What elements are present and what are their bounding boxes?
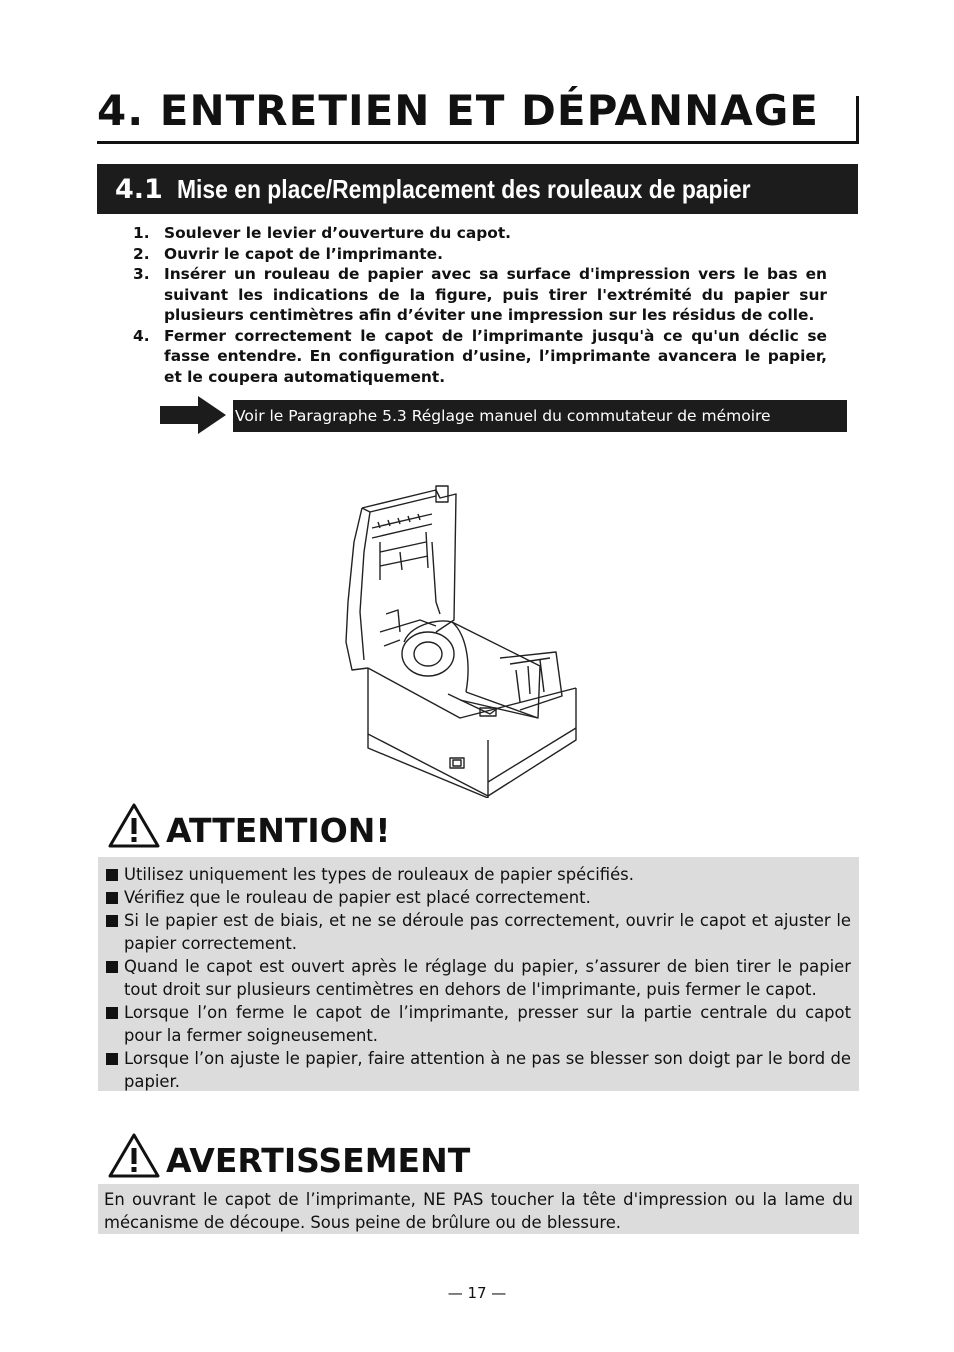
chapter-rule (97, 141, 859, 144)
attention-item: Vérifiez que le rouleau de papier est placé correctement. (106, 886, 851, 909)
step-item (130, 326, 827, 388)
chapter-title: 4. ENTRETIEN ET DÉPANNAGE (97, 86, 819, 135)
step-text: Fermer correctement le capot de l’imprimante jusqu'à ce qu'un déclic se fasse entendre. En configuration d’usine, l’imprimante avancera le papier, et le coupera automatiquement. (164, 326, 827, 386)
warning-title: AVERTISSEMENT (166, 1141, 471, 1180)
bullet-square-icon (106, 1007, 118, 1019)
bullet-square-icon (106, 892, 118, 904)
warning-triangle-icon (108, 802, 160, 848)
step-number: 2. (133, 244, 150, 263)
step-text: Soulever le levier d’ouverture du capot. (164, 224, 512, 242)
attention-item: Lorsque l’on ajuste le papier, faire attention à ne pas se blesser son doigt par le bord de papier. (106, 1047, 851, 1093)
attention-item: Si le papier est de biais, et ne se déroule pas correctement, ouvrir le capot et ajuster le papier correctement. (106, 909, 851, 955)
attention-panel (98, 857, 859, 1091)
bullet-square-icon (106, 961, 118, 973)
attention-title: ATTENTION! (166, 811, 391, 850)
step-item (130, 264, 827, 326)
warning-triangle-icon (108, 1132, 160, 1178)
step-number: 1. (133, 224, 150, 242)
step-text: Ouvrir le capot de l’imprimante. (164, 244, 443, 263)
warning-heading (108, 1132, 470, 1178)
step-number: 3. (133, 265, 150, 283)
bullet-square-icon (106, 1053, 118, 1065)
procedure-steps (130, 223, 827, 387)
step-number: 4. (133, 326, 150, 345)
attention-item: Quand le capot est ouvert après le réglage du papier, s’assurer de bien tirer le papier tout droit sur plusieurs centimètres en dehors de l'imprimante, puis fermer le capot. (106, 955, 851, 1001)
attention-heading (108, 802, 390, 848)
warning-panel (98, 1184, 859, 1234)
step-text: Insérer un rouleau de papier avec sa surface d'impression vers le bas en suivant les indications de la figure, puis tirer l'extrémité du papier sur plusieurs centimètres afin d’éviter une impression sur les résidus de colle. (164, 265, 827, 324)
step-item (130, 244, 827, 265)
page-number: — 17 — (447, 1284, 507, 1302)
section-number: 4.1 (115, 173, 163, 205)
chapter-heading (97, 84, 859, 142)
reference-link: Voir le Paragraphe 5.3 Réglage manuel du commutateur de mémoire (233, 400, 847, 432)
section-header (97, 164, 858, 214)
warning-text: En ouvrant le capot de l’imprimante, NE PAS toucher la tête d'impression ou la lame du mécanisme de découpe. Sous peine de brûlure ou de blessure. (104, 1190, 853, 1232)
chapter-rule-right (856, 96, 859, 144)
arrow-right-icon (160, 396, 228, 434)
bullet-square-icon (106, 869, 118, 881)
bullet-square-icon (106, 915, 118, 927)
attention-item: Lorsque l’on ferme le capot de l’imprimante, presser sur la partie centrale du capot pour la fermer soigneusement. (106, 1001, 851, 1047)
attention-item: Utilisez uniquement les types de rouleaux de papier spécifiés. (106, 863, 851, 886)
section-title: Mise en place/Remplacement des rouleaux de papier (176, 173, 751, 204)
step-item (130, 223, 827, 244)
attention-list (98, 857, 859, 1097)
printer-illustration (340, 482, 580, 798)
